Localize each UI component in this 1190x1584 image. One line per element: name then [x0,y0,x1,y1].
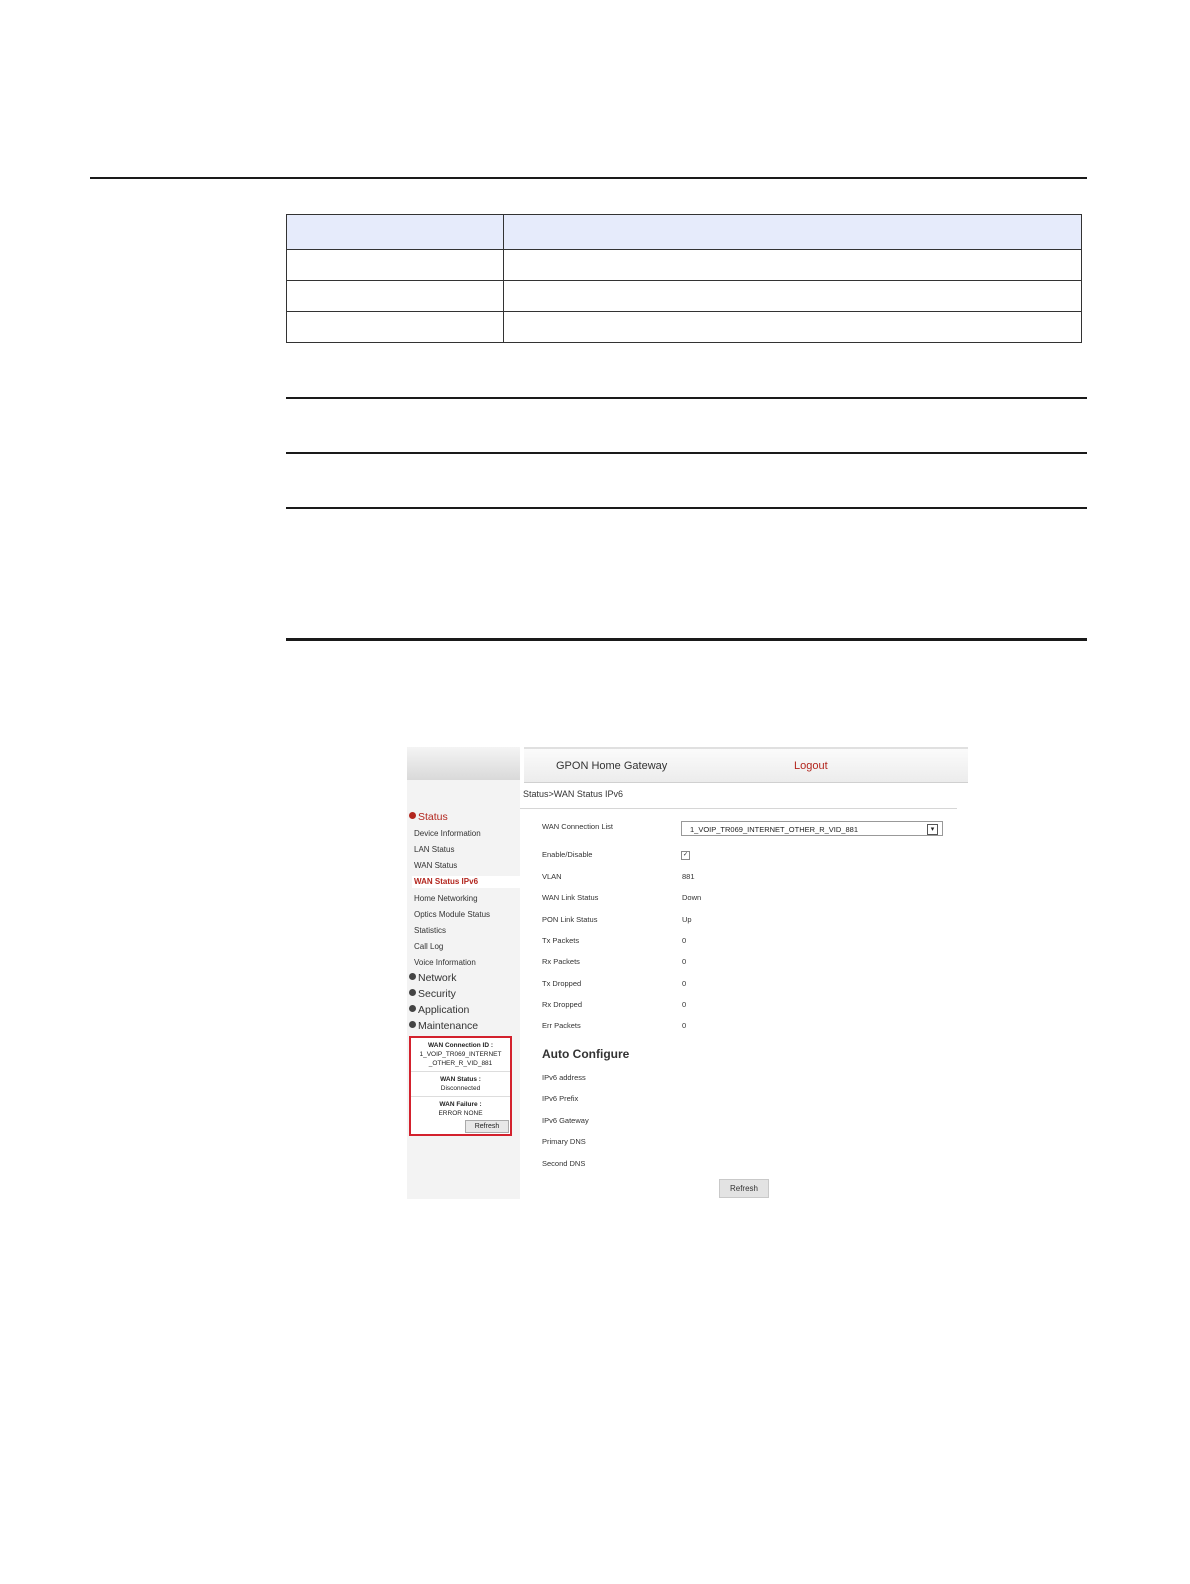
sidebar-item-wan-status-ipv6[interactable]: WAN Status IPv6 [412,876,522,888]
collapse-icon [409,812,416,819]
breadcrumb: Status>WAN Status IPv6 [523,789,623,799]
sidebar-section-status[interactable]: Status [409,811,448,823]
wan-connection-id-value: 1_VOIP_TR069_INTERNET _OTHER_R_VID_881 [419,1051,502,1067]
expand-icon [409,1021,416,1028]
sidebar-item-wan-status[interactable]: WAN Status [414,861,458,870]
field-label: Primary DNS [542,1137,586,1146]
field-value: 0 [682,957,687,966]
field-label: Rx Dropped [542,1000,583,1009]
field-value: Down [682,893,702,902]
table-cell [504,312,1082,343]
brand-title: GPON Home Gateway [556,760,668,772]
sidebar-refresh-button[interactable]: Refresh [465,1120,509,1133]
sidebar-item-optics-module-status[interactable]: Optics Module Status [414,910,491,919]
table-row [287,312,1082,343]
wan-failure-value: ERROR NONE [438,1110,483,1117]
sidebar-section-application[interactable]: Application [409,1004,469,1016]
field-label: Rx Packets [542,957,580,966]
table-header-cell [287,215,504,250]
section-rule-thick [286,638,1087,641]
wan-status-label: WAN Status : [440,1076,481,1083]
field-value: Up [682,915,692,924]
top-header [524,747,968,783]
enable-checkbox[interactable]: ✓ [682,852,689,858]
expand-icon [409,989,416,996]
chevron-down-icon: ▾ [927,824,938,835]
section-rule [286,397,1087,399]
sidebar-item-home-networking[interactable]: Home Networking [414,894,478,903]
table-cell [287,312,504,343]
field-label: Tx Packets [542,936,580,945]
refresh-button[interactable]: Refresh [719,1179,769,1198]
sidebar-section-security[interactable]: Security [409,988,456,1000]
wan-status-value: Disconnected [440,1085,481,1092]
field-label: Second DNS [542,1159,586,1168]
table-cell [504,281,1082,312]
table-cell [287,281,504,312]
wan-connection-select[interactable] [681,821,943,836]
field-value: 0 [682,979,687,988]
field-label: VLAN [542,872,562,881]
sidebar-item-call-log[interactable]: Call Log [414,942,444,951]
field-label: Err Packets [542,1021,581,1030]
field-value: 0 [682,1000,687,1009]
field-label: WAN Connection List [542,822,614,831]
expand-icon [409,973,416,980]
sidebar-section-network[interactable]: Network [409,972,457,984]
table-cell [287,250,504,281]
sidebar-item-lan-status[interactable]: LAN Status [414,845,455,854]
field-value: 0 [682,1021,687,1030]
field-label: IPv6 Gateway [542,1116,589,1125]
parameter-table [286,214,1082,343]
table-cell [504,250,1082,281]
gateway-screenshot [407,747,968,1199]
wan-status-block [411,1072,510,1097]
wan-status-summary-box [409,1036,512,1136]
field-label: IPv6 address [542,1073,586,1082]
sidebar-item-statistics[interactable]: Statistics [414,926,447,935]
sidebar-item-device-information[interactable]: Device Information [414,829,481,838]
auto-configure-heading: Auto Configure [542,1047,630,1061]
field-label: IPv6 Prefix [542,1094,579,1103]
table-row [287,281,1082,312]
field-value: 0 [682,936,687,945]
wan-connection-selected-value: 1_VOIP_TR069_INTERNET_OTHER_R_VID_881 [690,825,858,834]
wan-failure-label: WAN Failure : [439,1101,482,1108]
page-top-rule [90,177,1087,179]
section-rule [286,507,1087,509]
sidebar-header [407,747,520,780]
logout-link[interactable]: Logout [794,760,828,772]
wan-connection-id-block [411,1038,510,1072]
sidebar-item-voice-information[interactable]: Voice Information [414,958,476,967]
sidebar-section-maintenance[interactable]: Maintenance [409,1020,478,1032]
wan-connection-id-label: WAN Connection ID : [428,1042,493,1049]
field-label: Tx Dropped [542,979,582,988]
table-header-cell [504,215,1082,250]
wan-failure-block [411,1097,510,1121]
section-rule [286,452,1087,454]
field-label: PON Link Status [542,915,598,924]
table-row [287,250,1082,281]
field-value: 881 [682,872,695,881]
table-header-row [287,215,1082,250]
breadcrumb-divider [520,808,957,809]
expand-icon [409,1005,416,1012]
field-label: Enable/Disable [542,850,593,859]
field-label: WAN Link Status [542,893,599,902]
